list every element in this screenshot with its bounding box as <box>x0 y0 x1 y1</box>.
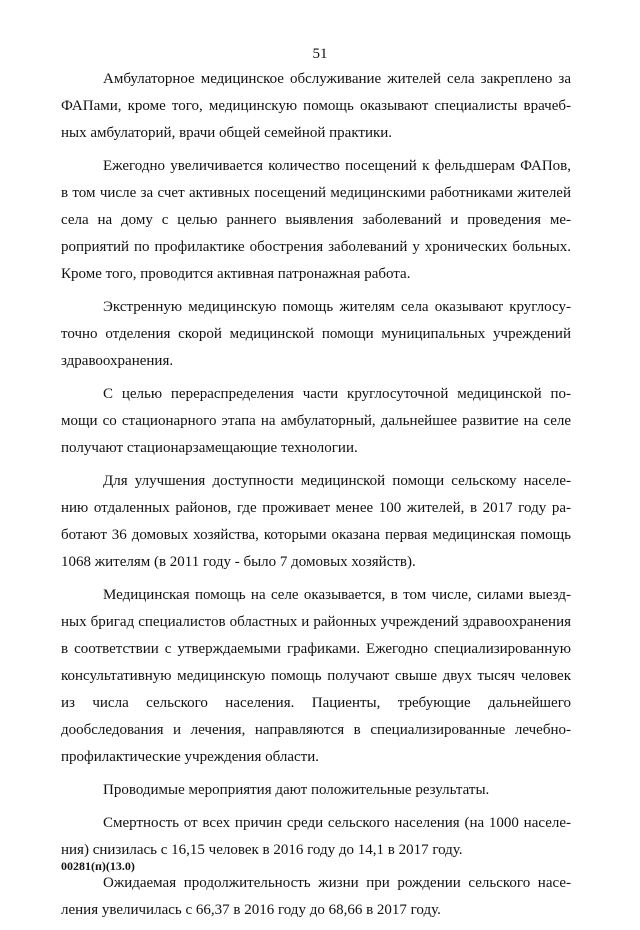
paragraph-life-expectancy: Ожидаемая продолжительность жизни при рождении сельского населения увеличилась с 66,37 в 2016 году до 68,66 в 2017 году. <box>61 875 571 918</box>
paragraph-ambulatory-care: Амбулаторное медицинское обслуживание жителей села закреплено за ФАПами, кроме того, медицинскую помощь оказывают специалисты врачебных амбулаторий, врачи общей семейной практики. <box>61 71 571 141</box>
paragraph-mortality: Смертность от всех причин среди сельского населения (на 1000 населения) снизилась с 16,15 человек в 2016 году до 14,1 в 2017 году. <box>61 815 571 858</box>
paragraph-emergency-care: Экстренную медицинскую помощь жителям села оказывают круглосуточно отделения скорой медицинской помощи муниципальных учреждений здравоохранения. <box>61 299 571 369</box>
paragraph-mobile-teams: Медицинская помощь на селе оказывается, в том числе, силами выездных бригад специалистов областных и районных учреждений здравоохранения в соответствии с утверждаемыми графиками. Ежегодно специализированную консультативную медицинскую помощь получают свыше двух тысяч человек из числа сельского населения. Пациенты, требующие дальнейшего дообследования и лечения, направляются в специализированные лечебно-профилактические учреждения области. <box>61 587 571 765</box>
document-code: 00281(п)(13.0) <box>61 859 135 873</box>
page-number: 51 <box>312 46 328 62</box>
paragraph-fap-visits: Ежегодно увеличивается количество посещений к фельдшерам ФАПов, в том числе за счет активных посещений медицинскими работниками жителей села на дому с целью раннего выявления заболеваний и проведения мероприятий по профилактике обострения заболеваний у хронических больных. Кроме того, проводится активная патронажная работа. <box>61 158 571 282</box>
paragraph-positive-results: Проводимые мероприятия дают положительные результаты. <box>103 782 490 798</box>
paragraph-household-first-aid: Для улучшения доступности медицинской помощи сельскому населению отдаленных районов, где проживает менее 100 жителей, в 2017 году работают 36 домовых хозяйства, которыми оказана первая медицинская помощь 1068 жителям (в 2011 году - было 7 домовых хозяйств). <box>61 473 571 570</box>
document-body <box>61 66 571 930</box>
paragraph-inpatient-redistribution: С целью перераспределения части круглосуточной медицинской помощи со стационарного этапа на амбулаторный, дальнейшее развитие на селе получают стационарзамещающие технологии. <box>61 386 571 456</box>
